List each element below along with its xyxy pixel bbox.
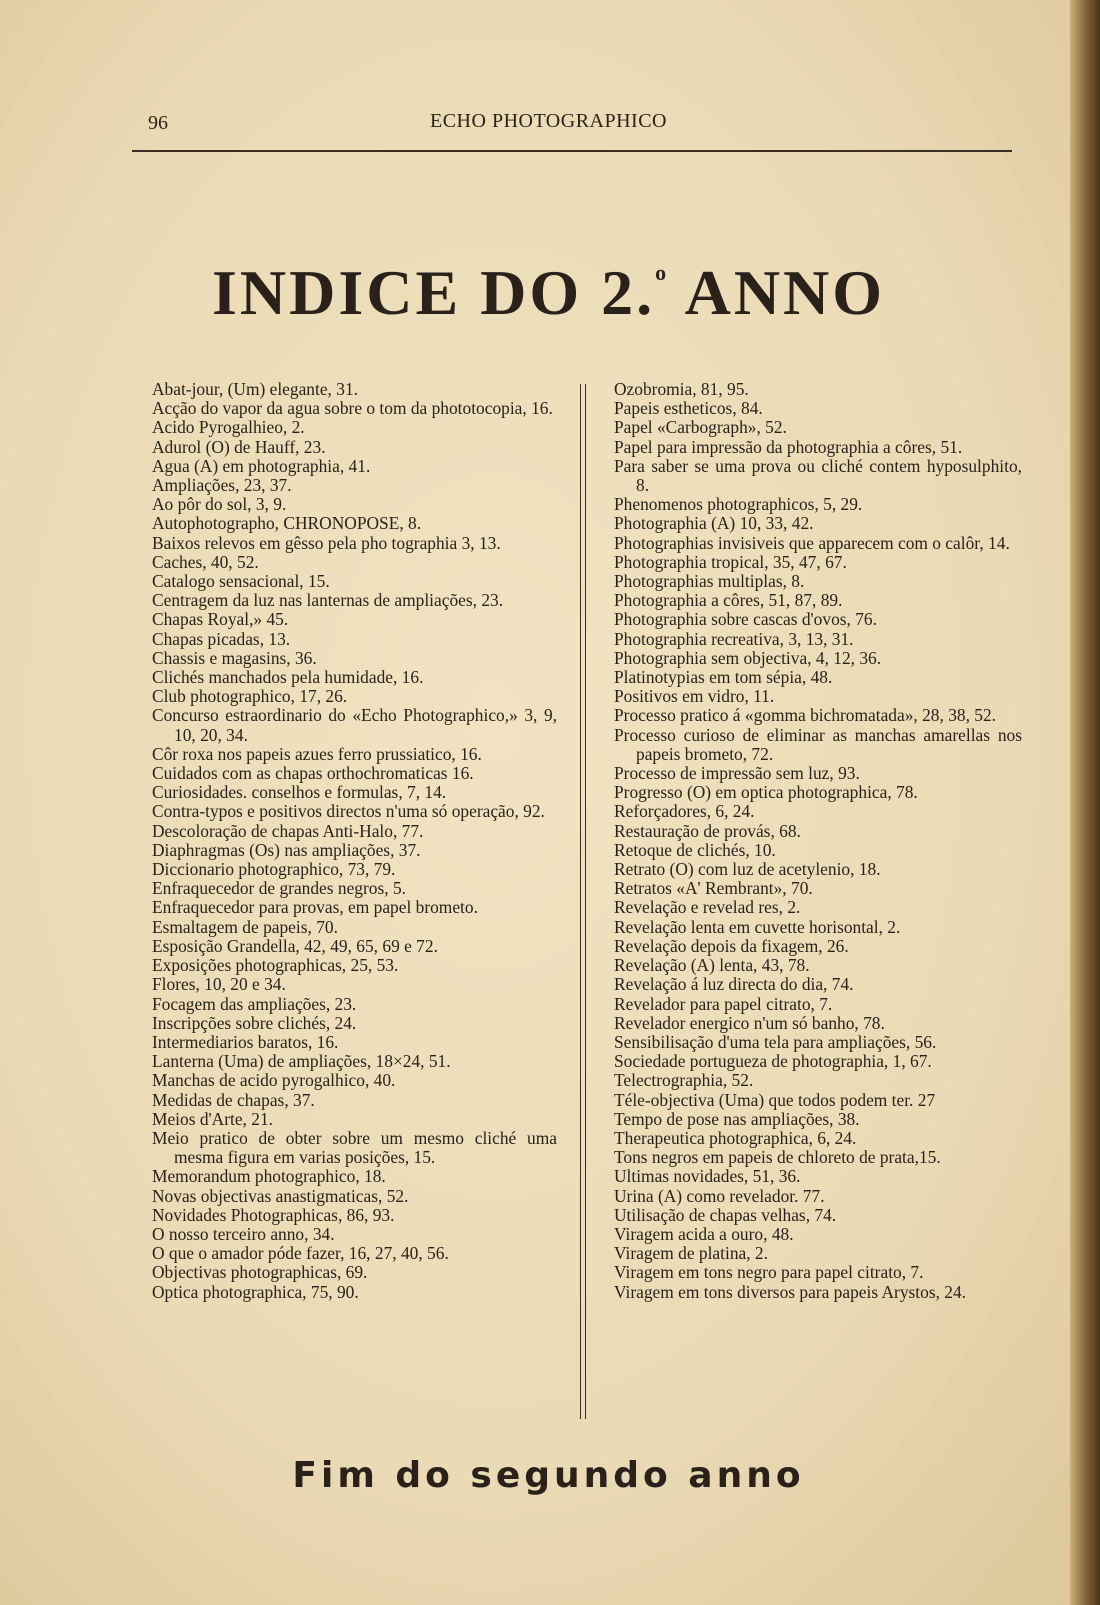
column-divider-inner [585,384,586,1419]
index-entry: O que o amador póde fazer, 16, 27, 40, 56. [152,1243,449,1264]
index-entry: Enfraquecedor de grandes negros, 5. [152,878,406,899]
index-entry: Téle-objectiva (Uma) que todos podem ter. 27 [614,1089,936,1110]
index-entry: Reforçadores, 6, 24. [614,801,755,822]
index-entry: Papel para impressão da photographia a côres, 51. [614,436,963,457]
index-entry: Memorandum photographico, 18. [152,1166,386,1187]
index-entry: Enfraquecedor para provas, em papel brometo. [152,897,478,918]
index-entry: Viragem de platina, 2. [614,1243,768,1264]
index-entry: Viragem em tons negro para papel citrato, 7. [614,1262,924,1283]
running-head: ECHO PHOTOGRAPHICO [430,110,667,132]
index-entry: Novidades Photographicas, 86, 93. [152,1204,395,1225]
index-entry: Clichés manchados pela humidade, 16. [152,667,424,688]
index-entry: Revelação depois da fixagem, 26. [614,935,849,956]
index-entry: Retoque de clichés, 10. [614,839,776,860]
index-entry: Intermediarios baratos, 16. [152,1031,339,1052]
index-entry: Ozobromia, 81, 95. [614,379,749,399]
index-entry: Retratos «A' Rembrant», 70. [614,878,813,899]
index-entry: Adurol (O) de Hauff, 23. [152,436,326,457]
index-entry: Contra-typos e positivos directos n'uma só operação, 92. [152,801,545,822]
index-entry: Centragem da luz nas lanternas de ampliações, 23. [152,590,504,611]
page-title [132,238,965,328]
index-entry: Photographias invisiveis que apparecem com o calôr, 14. [614,532,1010,553]
index-entry: Acção do vapor da agua sobre o tom da phototocopia, 16. [152,398,553,419]
index-entry: Objectivas photographicas, 69. [152,1262,368,1283]
index-entry: Photographias multiplas, 8. [614,571,805,592]
title-tail: ANNO [669,257,886,328]
index-entry: Utilisação de chapas velhas, 74. [614,1204,837,1225]
index-entry: Côr roxa nos papeis azues ferro prussiatico, 16. [152,743,482,764]
index-entry: Revelação e revelad res, 2. [614,897,801,918]
index-entry: Revelação lenta em cuvette horisontal, 2. [614,916,901,937]
index-entry: Catalogo sensacional, 15. [152,571,330,592]
index-entry: Manchas de acido pyrogalhico, 40. [152,1070,396,1091]
index-entry: Chapas picadas, 13. [152,628,291,649]
index-entry: Viragem em tons diversos para papeis Arystos, 24. [614,1281,967,1302]
index-entry: Viragem acida a ouro, 48. [614,1223,794,1244]
index-entry: Tempo de pose nas ampliações, 38. [614,1108,860,1129]
index-entry: Revelação á luz directa do dia, 74. [614,974,854,995]
index-entry: Papeis estheticos, 84. [614,398,763,419]
index-entry: Concurso estraordinario do «Echo Photographico,» 3, 9, 10, 20, 34. [152,705,557,745]
index-entry: Processo de impressão sem luz, 93. [614,763,860,784]
index-entry: Therapeutica photographica, 6, 24. [614,1127,857,1148]
index-entry: Positivos em vidro, 11. [614,686,775,707]
index-entry: Autophotographo, CHRONOPOSE, 8. [152,513,422,534]
index-entry: Meios d'Arte, 21. [152,1108,273,1129]
title-ordinal: o [655,260,670,285]
index-entry: Phenomenos photographicos, 5, 29. [614,494,863,515]
index-entry: Urina (A) como revelador. 77. [614,1185,825,1206]
index-entry: Meio pratico de obter sobre um mesmo cliché uma mesma figura em varias posições, 15. [152,1127,557,1168]
index-entry: Esposição Grandella, 42, 49, 65, 69 e 72. [152,935,438,956]
index-entry: Ao pôr do sol, 3, 9. [152,494,287,515]
index-entry: Inscripções sobre clichés, 24. [152,1012,357,1033]
index-entry: Esmaltagem de papeis, 70. [152,916,338,937]
index-column-right [614,380,1022,1302]
index-entry: Optica photographica, 75, 90. [152,1281,359,1302]
index-entry: Progresso (O) em optica photographica, 78. [614,782,918,803]
index-entry: Abat-jour, (Um) elegante, 31. [152,379,358,399]
title-main: INDICE DO 2. [211,257,656,328]
index-entry: Medidas de chapas, 37. [152,1089,315,1110]
index-entry: Novas objectivas anastigmaticas, 52. [152,1185,409,1206]
index-entry: Tons negros em papeis de chloreto de prata,15. [614,1147,941,1168]
index-entry: Retrato (O) com luz de acetylenio, 18. [614,859,881,880]
index-entry: Restauração de provás, 68. [614,820,801,841]
index-entry: Chassis e magasins, 36. [152,647,317,668]
index-entry: Agua (A) em photographia, 41. [152,455,371,476]
index-entry: Papel «Carbograph», 52. [614,417,787,438]
index-entry: Sensibilisação d'uma tela para ampliações, 56. [614,1031,937,1052]
index-entry: O nosso terceiro anno, 34. [152,1223,335,1244]
index-entry: Processo pratico á «gomma bichromatada», 28, 38, 52. [614,705,997,726]
index-entry: Curiosidades. conselhos e formulas, 7, 14. [152,782,447,803]
index-entry: Chapas Royal,» 45. [152,609,289,630]
index-entry: Caches, 40, 52. [152,551,259,572]
index-entry: Photographia tropical, 35, 47, 67. [614,551,847,572]
index-entry: Revelador energico n'um só banho, 78. [614,1012,885,1033]
index-entry: Club photographico, 17, 26. [152,686,348,707]
index-entry: Diccionario photographico, 73, 79. [152,859,396,880]
index-entry: Para saber se uma prova ou cliché contem hyposulphito, 8. [614,455,1022,496]
index-entry: Revelador para papel citrato, 7. [614,993,833,1014]
book-spine-shadow [1070,0,1100,1605]
index-entry: Photographia recreativa, 3, 13, 31. [614,628,854,649]
column-divider [580,384,581,1419]
header-rule [132,150,1012,152]
index-entry: Platinotypias em tom sépia, 48. [614,667,833,688]
index-entry: Photographia (A) 10, 33, 42. [614,513,814,534]
index-entry: Ampliações, 23, 37. [152,475,292,496]
index-entry: Photographia a côres, 51, 87, 89. [614,590,843,611]
index-entry: Lanterna (Uma) de ampliações, 18×24, 51. [152,1051,451,1072]
closing-line: Fim do segundo anno [292,1455,805,1496]
index-entry: Sociedade portugueza de photographia, 1, 67. [614,1051,932,1072]
index-entry: Exposições photographicas, 25, 53. [152,955,399,976]
index-entry: Focagem das ampliações, 23. [152,993,357,1014]
index-entry: Photographia sem objectiva, 4, 12, 36. [614,647,882,668]
index-entry: Acido Pyrogalhieo, 2. [152,417,305,438]
index-entry: Telectrographia, 52. [614,1070,754,1091]
page-number: 96 [148,112,168,134]
index-entry: Revelação (A) lenta, 43, 78. [614,955,810,976]
page-header [132,110,1012,140]
index-entry: Diaphragmas (Os) nas ampliações, 37. [152,839,421,860]
index-entry: Processo curioso de eliminar as manchas amarellas nos papeis brometo, 72. [614,724,1022,764]
index-entry: Photographia sobre cascas d'ovos, 76. [614,609,877,630]
index-entry: Flores, 10, 20 e 34. [152,974,286,995]
index-entry: Baixos relevos em gêsso pela pho tographia 3, 13. [152,532,501,553]
index-entry: Cuidados com as chapas orthochromaticas 16. [152,763,474,784]
index-column-left [152,380,557,1302]
index-entry: Descoloração de chapas Anti-Halo, 77. [152,820,424,841]
index-entry: Ultimas novidades, 51, 36. [614,1166,801,1187]
